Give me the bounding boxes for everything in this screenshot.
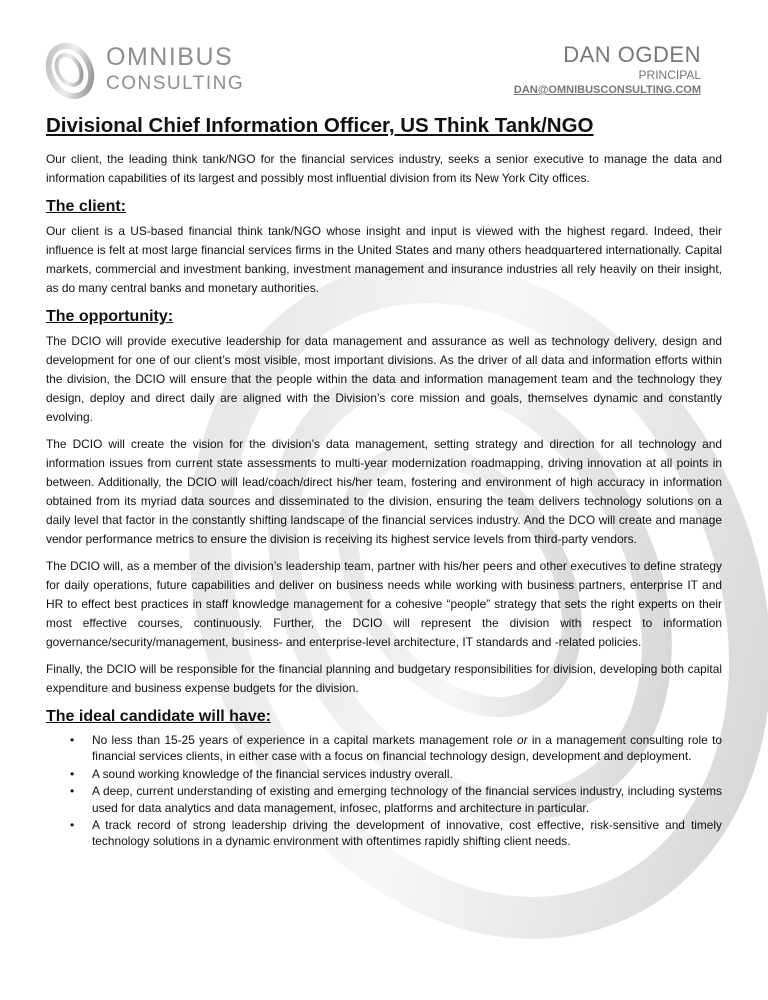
opportunity-paragraph: The DCIO will, as a member of the division’s leadership team, partner with his/her peers and other executives to define strategy for daily operations, future capabilities and deliver on business needs while working with business partners, enterprise IT and HR to effect best practices in staff knowledge management for a cohesive “people” strategy that sets the right experts on their most effective courses, continuously. Further, the DCIO will represent the division with respect to information governance/security/management, business- and enterprise-level architecture, IT standards and -related policies. <box>46 559 722 649</box>
list-item-text: in a management consulting role to financial services clients, in either case with a focus on financial technology design, development and deployment. <box>92 733 722 764</box>
list-item <box>70 783 722 816</box>
section-heading-client: The client: <box>46 198 127 215</box>
bullet-icon: • <box>70 818 75 833</box>
company-logo <box>40 38 280 102</box>
document-title: Divisional Chief Information Officer, US Think Tank/NGO <box>46 114 594 137</box>
list-item-text: A deep, current understanding of existing and emerging technology of the financial services industry, including systems used for data analytics and data management, infosec, platforms and architecture in particular. <box>92 784 722 815</box>
contact-block <box>514 42 701 97</box>
list-item-text: A sound working knowledge of the financial services industry overall. <box>92 766 453 781</box>
bullet-icon: • <box>70 784 75 799</box>
section-heading-candidate: The ideal candidate will have: <box>46 708 271 725</box>
logo-subtitle: CONSULTING <box>106 73 245 94</box>
list-item-text: A track record of strong leadership driving the development of innovative, cost effective, risk-sensitive and timely technology solutions in a dynamic environment with oftentimes rapidly shifting client needs. <box>92 818 722 849</box>
bullet-icon: • <box>70 733 75 747</box>
list-item <box>70 732 722 765</box>
opportunity-paragraph: Finally, the DCIO will be responsible for the financial planning and budgetary responsibilities for division, developing both capital expenditure and business expense budgets for the division. <box>46 662 722 695</box>
list-item <box>70 817 722 850</box>
opportunity-paragraph: The DCIO will provide executive leadership for data management and assurance as well as technology delivery, design and development for one of our client’s most visible, most important divisions. As the driver of all data and information efforts within the division, the DCIO will ensure that the people within the data and information management team and the technology they design, deploy and direct daily are aligned with the Division’s core mission and goals, themselves dynamic and constantly evolving. <box>46 334 722 424</box>
list-item-emphasis: or <box>516 733 528 747</box>
contact-email-link[interactable]: DAN@OMNIBUSCONSULTING.COM <box>513 84 701 96</box>
letterhead <box>40 38 730 108</box>
section-heading-opportunity: The opportunity: <box>46 308 174 325</box>
logo-wordmark: OMNIBUS <box>106 43 234 71</box>
bullet-icon: • <box>70 766 75 781</box>
opportunity-paragraph: The DCIO will create the vision for the division’s data management, setting strategy and direction for all technology and information issues from current state assessments to multi-year modernization roadmapping, driving innovation at all points in between. Additionally, the DCIO will lead/coach/direct his/her team, fostering and environment of high accuracy in information obtained from its myriad data sources and disseminated to the division, ensuring the team delivers technology solutions on a daily level that factor in the constantly shifting landscape of the financial services industry. And the DCO will create and manage vendor performance metrics to ensure the division is receiving its highest service levels from third-party vendors. <box>46 437 722 546</box>
contact-name: DAN OGDEN <box>563 42 701 67</box>
list-item <box>70 766 722 782</box>
list-item-text: No less than 15-25 years of experience in a capital markets management role <box>92 733 517 747</box>
swirl-logo-icon <box>42 40 98 100</box>
document-body <box>46 150 722 851</box>
intro-paragraph: Our client, the leading think tank/NGO for the financial services industry, seeks a senior executive to manage the data and information capabilities of its largest and possibly most influential division from its New York City offices. <box>46 152 722 185</box>
contact-role: PRINCIPAL <box>638 68 701 82</box>
candidate-requirements-list <box>46 732 722 850</box>
client-paragraph: Our client is a US-based financial think tank/NGO whose insight and input is viewed with the highest regard. Indeed, their influence is felt at most large financial services firms in the United States and many others headquartered internationally. Capital markets, commercial and investment banking, investment management and insurance industries all rely heavily on their insight, as do many central banks and monetary authorities. <box>46 224 722 295</box>
